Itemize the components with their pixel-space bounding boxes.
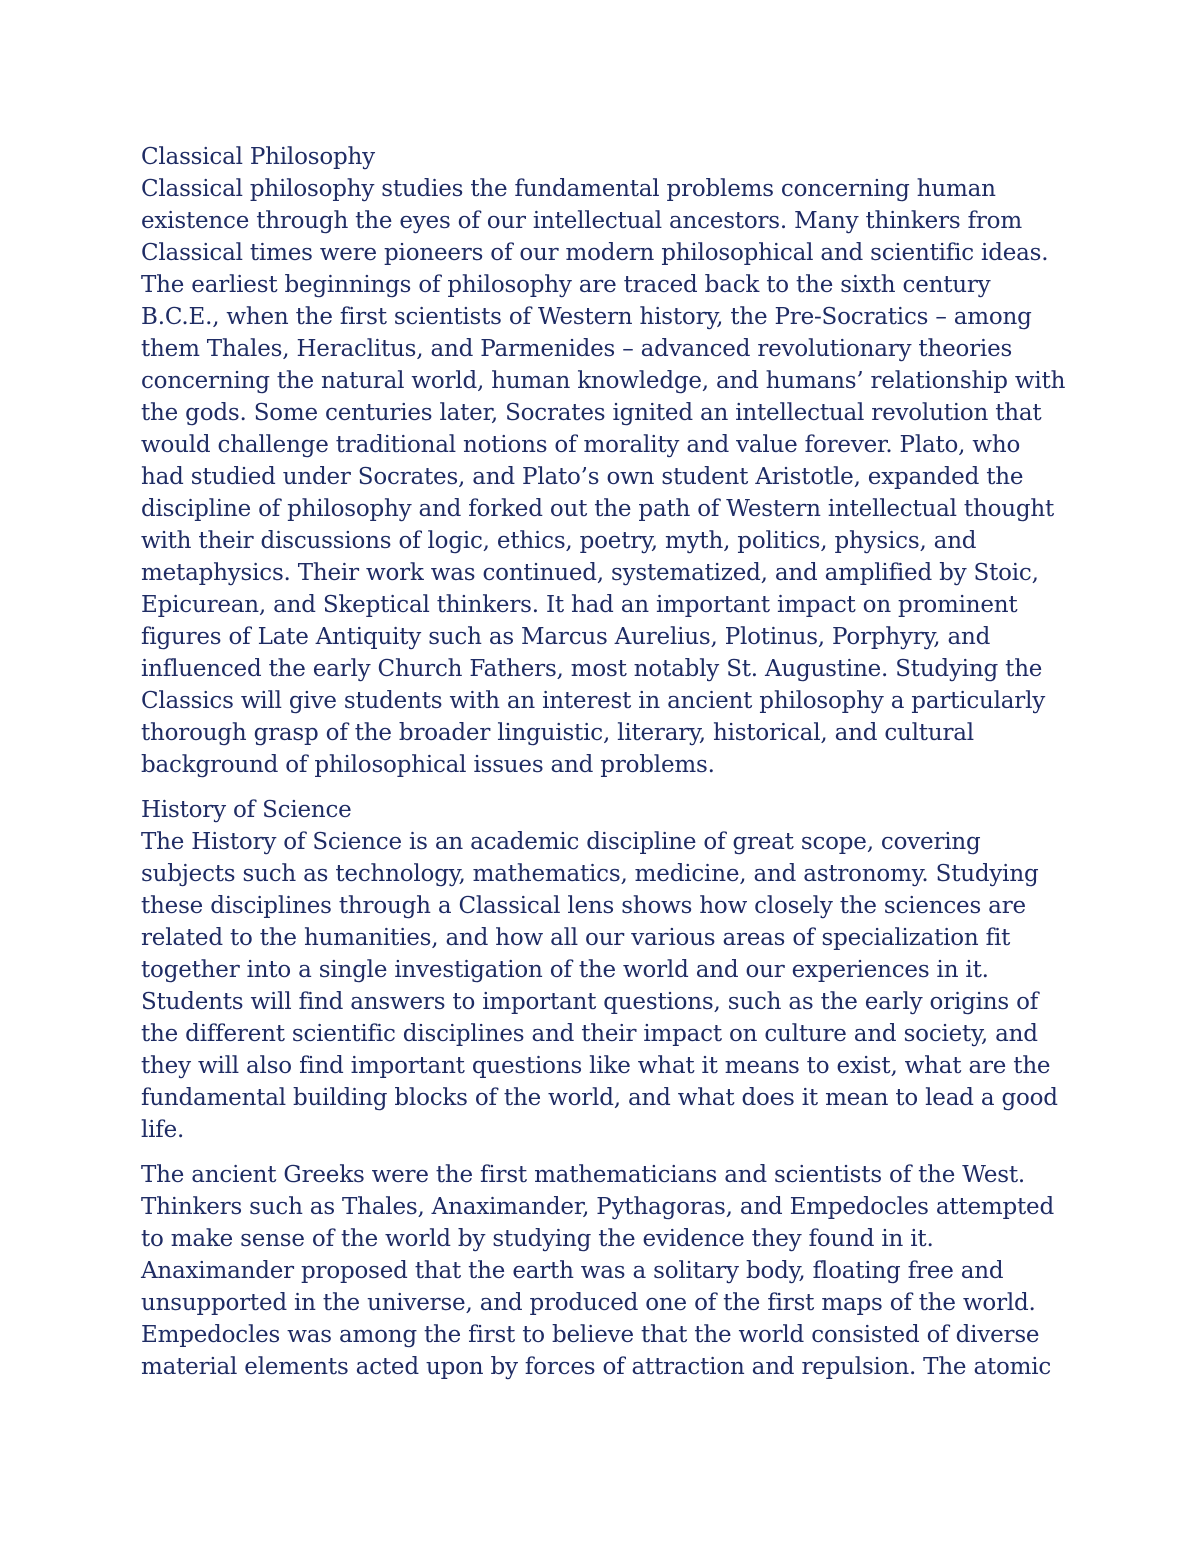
section-history-of-science	[141, 794, 1066, 1146]
section-paragraph: The History of Science is an academic discipline of great scope, covering subjects such as technology, mathematics, medicine, and astronomy. Studying these disciplines through a Classical lens shows how closely the sciences are related to the humanities, and how all our various areas of specialization fit together into a single investigation of the world and our experiences in it. Students will find answers to important questions, such as the early origins of the different scientific disciplines and their impact on culture and society, and they will also find important questions like what it means to exist, what are the fundamental building blocks of the world, and what does it mean to lead a good life.	[141, 829, 1058, 1143]
section-paragraph: The ancient Greeks were the first mathematicians and scientists of the West. Thinkers such as Thales, Anaximander, Pythagoras, and Empedocles attempted to make sense of the world by studying the evidence they found in it. Anaximander proposed that the earth was a solitary body, floating free and unsupported in the universe, and produced one of the first maps of the world. Empedocles was among the first to believe that the world consisted of diverse material elements acted upon by forces of attraction and repulsion. The atomic	[141, 1162, 1054, 1380]
section-paragraph: Classical philosophy studies the fundamental problems concerning human existence through the eyes of our intellectual ancestors. Many thinkers from Classical times were pioneers of our modern philosophical and scientific ideas. The earliest beginnings of philosophy are traced back to the sixth century B.C.E., when the first scientists of Western history, the Pre-Socratics – among them Thales, Heraclitus, and Parmenides – advanced revolutionary theories concerning the natural world, human knowledge, and humans’ relationship with the gods. Some centuries later, Socrates ignited an intellectual revolution that would challenge traditional notions of morality and value forever. Plato, who had studied under Socrates, and Plato’s own student Aristotle, expanded the discipline of philosophy and forked out the path of Western intellectual thought with their discussions of logic, ethics, poetry, myth, politics, physics, and metaphysics. Their work was continued, systematized, and amplified by Stoic, Epicurean, and Skeptical thinkers. It had an important impact on prominent figures of Late Antiquity such as Marcus Aurelius, Plotinus, Porphyry, and influenced the early Church Fathers, most notably St. Augustine. Studying the Classics will give students with an interest in ancient philosophy a particularly thorough grasp of the broader linguistic, literary, historical, and cultural background of philosophical issues and problems.	[141, 176, 1066, 778]
section-classical-philosophy	[141, 141, 1066, 781]
section-ancient-greeks	[141, 1159, 1066, 1383]
section-heading: History of Science	[141, 797, 352, 823]
section-heading: Classical Philosophy	[141, 144, 375, 170]
document-page	[141, 141, 1066, 1396]
